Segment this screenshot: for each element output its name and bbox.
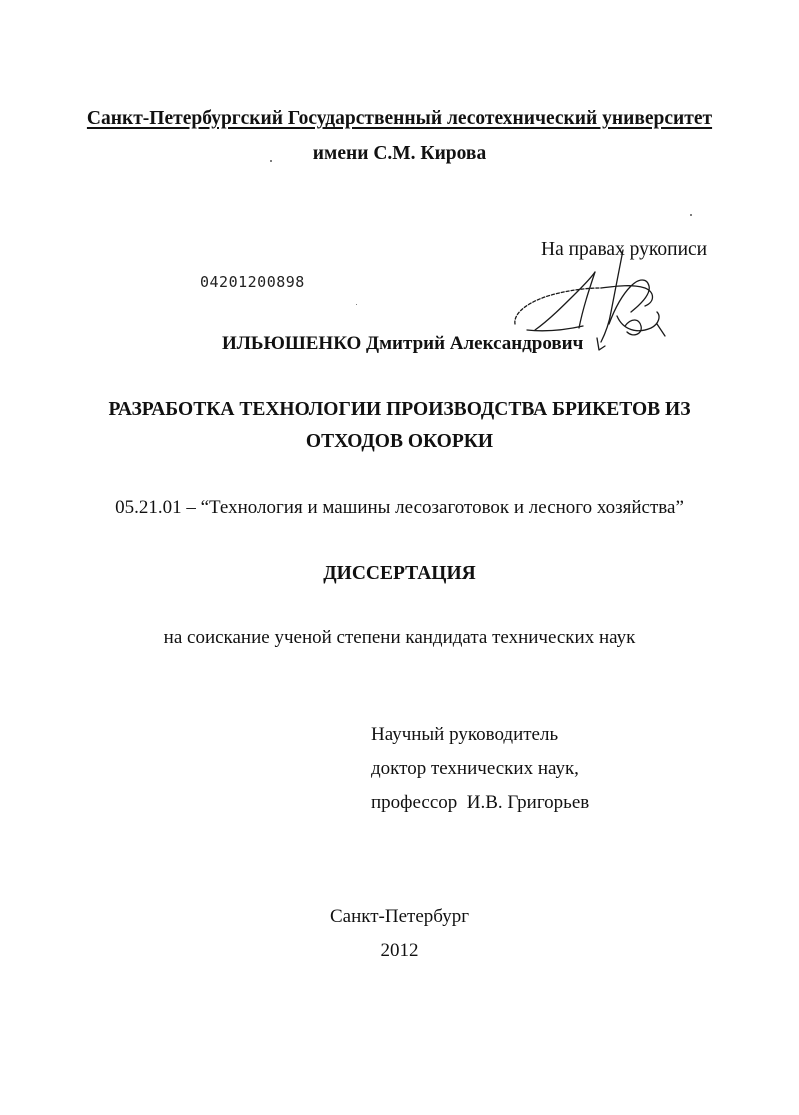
author-name: ИЛЬЮШЕНКО Дмитрий Александрович xyxy=(222,333,584,354)
scan-speck xyxy=(356,304,357,305)
university-name-suffix-text: имени С.М. Кирова xyxy=(312,143,487,164)
city: Санкт-Петербург xyxy=(329,906,469,927)
university-name-suffix xyxy=(0,143,799,165)
catalog-number: 04201200898 xyxy=(200,273,305,291)
year: 2012 xyxy=(380,940,419,961)
university-name: Санкт-Петербургский Государственный лесотехнический университет xyxy=(86,108,713,129)
dissertation-title-line-1: РАЗРАБОТКА ТЕХНОЛОГИИ ПРОИЗВОДСТВА БРИКЕТОВ ИЗ xyxy=(108,399,691,420)
manuscript-rights-note: На правах рукописи xyxy=(541,239,708,260)
advisor-role: Научный руководитель xyxy=(371,724,559,745)
advisor-name: профессор И.В. Григорьев xyxy=(371,792,590,813)
dissertation-title-line-2: ОТХОДОВ ОКОРКИ xyxy=(305,431,494,452)
scan-speck xyxy=(270,160,272,162)
specialty-code: 05.21.01 – “Технология и машины лесозаготовок и лесного хозяйства” xyxy=(115,497,684,518)
degree-statement: на соискание ученой степени кандидата технических наук xyxy=(163,627,636,648)
document-type: ДИССЕРТАЦИЯ xyxy=(323,563,476,584)
scan-speck xyxy=(690,214,692,216)
advisor-degree: доктор технических наук, xyxy=(371,758,579,779)
